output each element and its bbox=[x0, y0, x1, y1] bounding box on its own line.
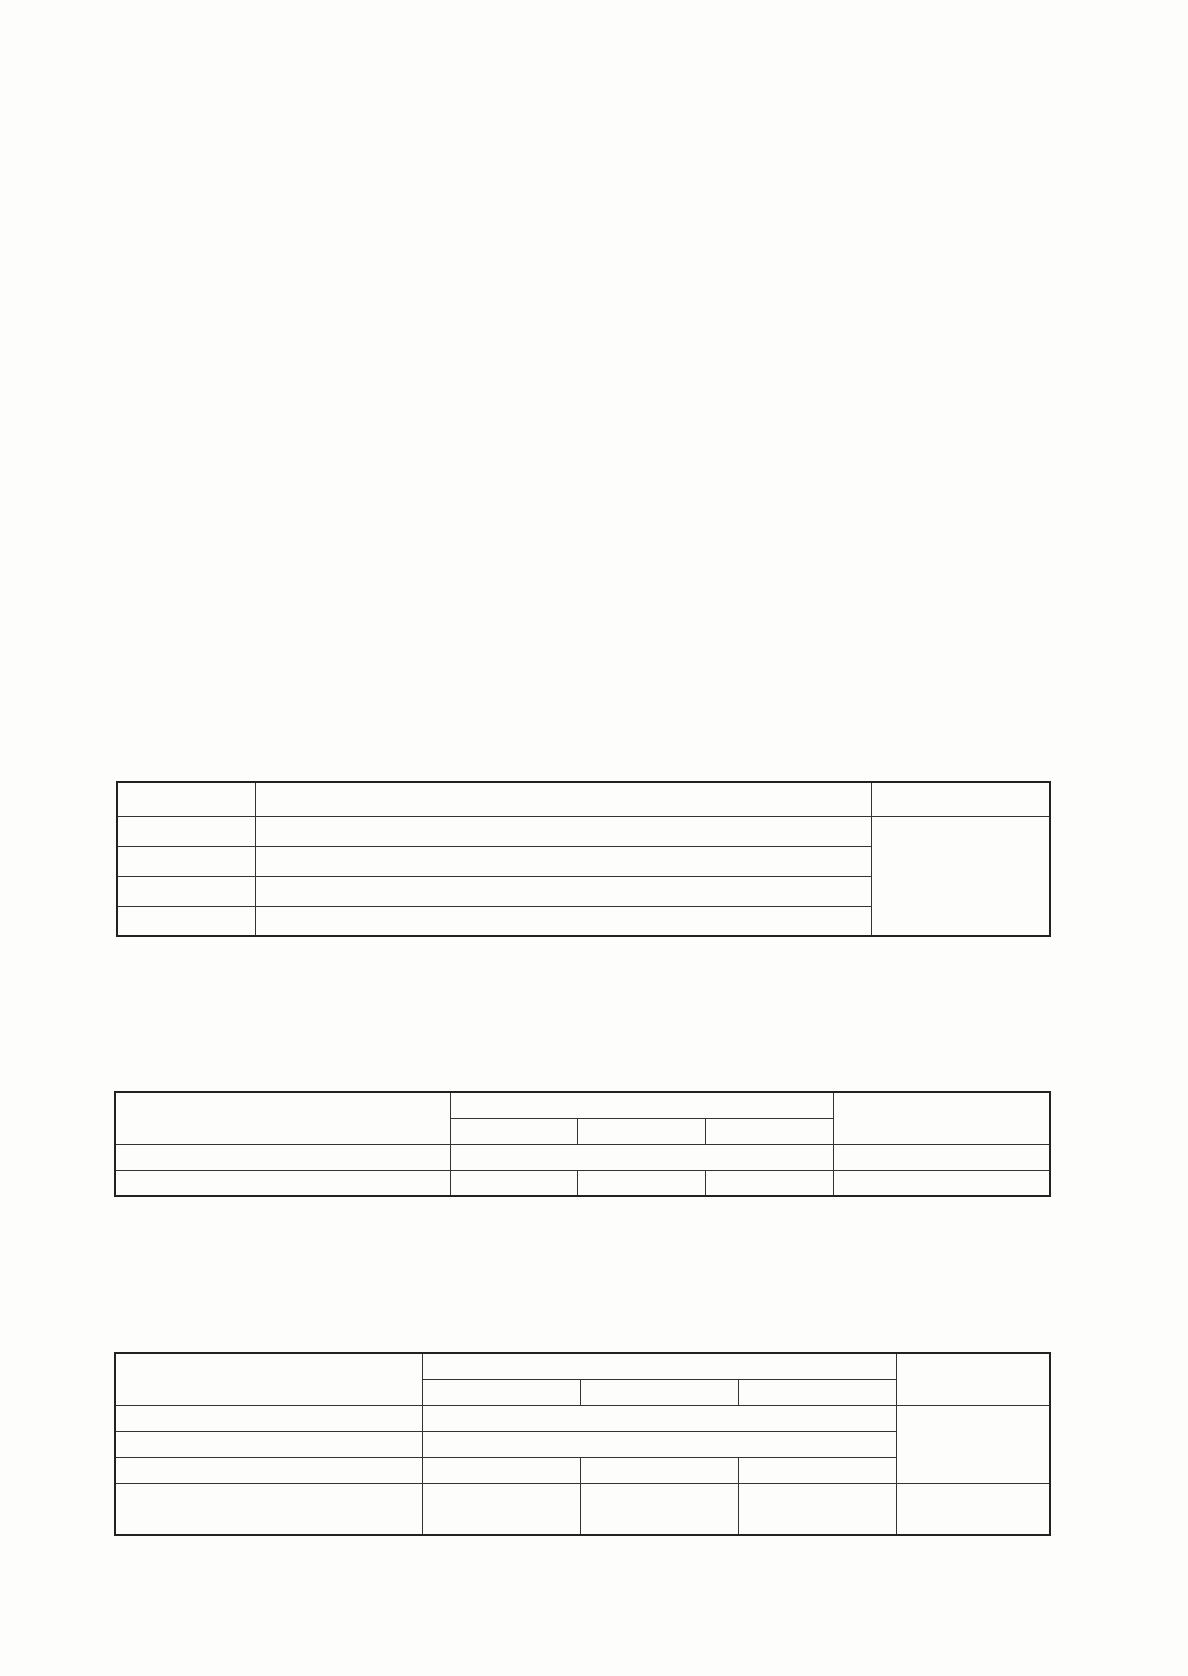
section-5-3-heading bbox=[117, 636, 167, 658]
table-cell bbox=[115, 1170, 450, 1196]
section-4-3-heading bbox=[117, 190, 167, 212]
table-cell bbox=[115, 1457, 422, 1483]
table-subheader bbox=[738, 1379, 896, 1405]
clause-5-1-2 bbox=[117, 377, 187, 399]
table-row bbox=[117, 816, 1050, 846]
clause-5-1-4 bbox=[117, 443, 187, 465]
table-cell bbox=[117, 906, 256, 936]
table-subheader bbox=[706, 1118, 834, 1144]
table-cell bbox=[256, 876, 872, 906]
table-header bbox=[422, 1353, 896, 1379]
table-cell bbox=[833, 1144, 1050, 1170]
table-header bbox=[115, 1353, 422, 1405]
clause-5-1-7 bbox=[117, 541, 187, 563]
table-cell bbox=[422, 1483, 580, 1535]
table-cell bbox=[115, 1483, 422, 1535]
table-cell bbox=[896, 1483, 1050, 1535]
table-2-physicochemical bbox=[114, 1091, 1051, 1197]
table-header bbox=[115, 1092, 450, 1144]
section-5-1-heading bbox=[117, 311, 167, 333]
section-5-4-heading bbox=[117, 958, 167, 980]
table-cell bbox=[117, 846, 256, 876]
table-subheader bbox=[578, 1118, 706, 1144]
section-5-5-heading bbox=[117, 1218, 167, 1240]
table-row bbox=[115, 1405, 1050, 1431]
table-header bbox=[256, 782, 872, 816]
table-cell bbox=[117, 876, 256, 906]
table-header bbox=[896, 1353, 1050, 1405]
table-cell bbox=[422, 1431, 896, 1457]
table-cell bbox=[738, 1483, 896, 1535]
table-header bbox=[871, 782, 1050, 816]
table-header bbox=[117, 782, 256, 816]
clause-5-1-6 bbox=[117, 508, 187, 530]
table-row bbox=[115, 1170, 1050, 1196]
table-cell bbox=[580, 1457, 738, 1483]
section-4-2-heading bbox=[117, 127, 167, 149]
clause-5-1-3 bbox=[117, 410, 187, 432]
table-cell bbox=[256, 816, 872, 846]
table-1-sensory bbox=[116, 781, 1051, 937]
table-cell bbox=[115, 1405, 422, 1431]
table-cell bbox=[256, 846, 872, 876]
table-cell bbox=[578, 1170, 706, 1196]
table-header bbox=[450, 1092, 833, 1118]
table-cell bbox=[706, 1170, 834, 1196]
table-subheader bbox=[580, 1379, 738, 1405]
table-header bbox=[833, 1092, 1050, 1144]
table-row bbox=[115, 1483, 1050, 1535]
table-cell-method bbox=[896, 1405, 1050, 1483]
table-cell bbox=[115, 1144, 450, 1170]
clause-5-1-5 bbox=[117, 475, 187, 497]
table-cell bbox=[580, 1483, 738, 1535]
table-cell bbox=[422, 1457, 580, 1483]
table-cell bbox=[115, 1431, 422, 1457]
table-cell bbox=[833, 1170, 1050, 1196]
table-cell bbox=[450, 1170, 578, 1196]
section-5-heading bbox=[117, 264, 149, 286]
table-cell bbox=[450, 1144, 833, 1170]
table-cell bbox=[738, 1457, 896, 1483]
table-cell bbox=[256, 906, 872, 936]
table-row bbox=[115, 1144, 1050, 1170]
table-cell bbox=[117, 816, 256, 846]
clause-5-1-1 bbox=[117, 344, 187, 366]
table-cell-method bbox=[871, 816, 1050, 936]
section-5-2-heading bbox=[117, 573, 167, 595]
table-subheader bbox=[422, 1379, 580, 1405]
table-subheader bbox=[450, 1118, 578, 1144]
table-3-additives bbox=[114, 1352, 1051, 1536]
table-cell bbox=[422, 1405, 896, 1431]
